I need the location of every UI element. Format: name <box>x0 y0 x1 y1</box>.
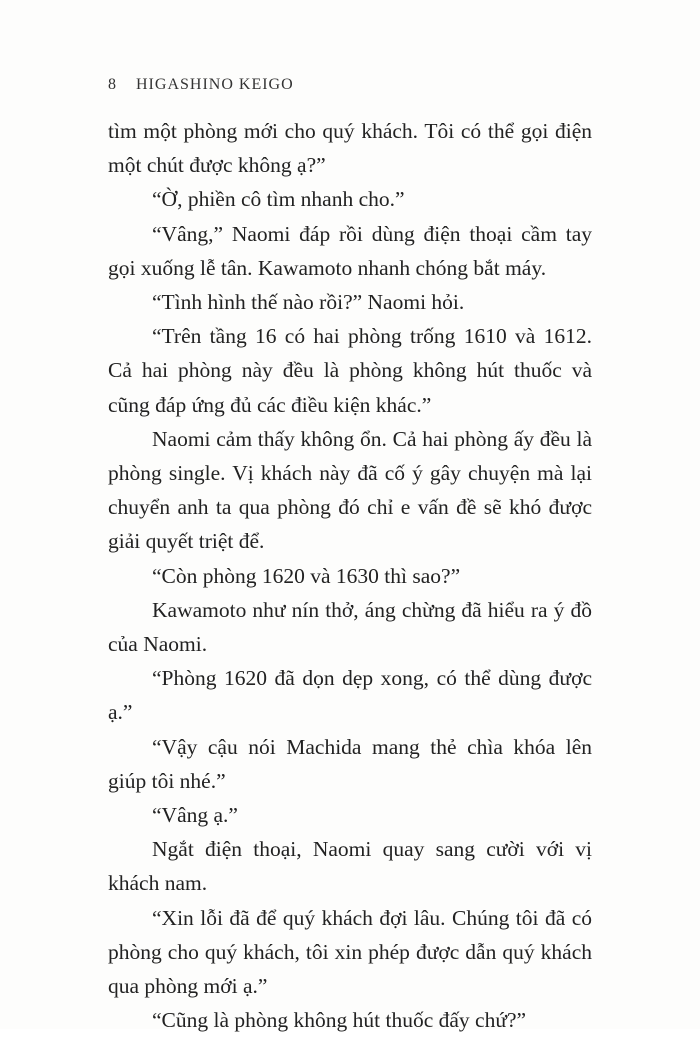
paragraph: “Trên tầng 16 có hai phòng trống 1610 và 1612. Cả hai phòng này đều là phòng không hút thuốc và cũng đáp ứng đủ các điều kiện khác.” <box>108 324 592 417</box>
paragraph: “Xin lỗi đã để quý khách đợi lâu. Chúng tôi đã có phòng cho quý khách, tôi xin phép được dẫn quý khách qua phòng mới ạ.” <box>108 905 592 999</box>
running-header <box>108 76 294 94</box>
page-number: 8 <box>108 76 117 93</box>
paragraph: Naomi cảm thấy không ổn. Cả hai phòng ấy đều là phòng single. Vị khách này đã cố ý gây chuyện mà lại chuyển anh ta qua phòng đó chỉ e vấn đề sẽ khó được giải quyết triệt để. <box>108 426 592 554</box>
author-name: HIGASHINO KEIGO <box>136 76 294 93</box>
paragraph: “Phòng 1620 đã dọn dẹp xong, có thể dùng được ạ.” <box>108 666 592 725</box>
paragraph: “Tình hình thế nào rồi?” Naomi hỏi. <box>152 290 465 315</box>
paragraph: “Còn phòng 1620 và 1630 thì sao?” <box>152 563 461 588</box>
paragraph: “Vâng,” Naomi đáp rồi dùng điện thoại cầm tay gọi xuống lễ tân. Kawamoto nhanh chóng bắt máy. <box>108 221 592 280</box>
paragraph: Ngắt điện thoại, Naomi quay sang cười với vị khách nam. <box>108 837 592 896</box>
paragraph: “Cũng là phòng không hút thuốc đấy chứ?” <box>152 1008 527 1033</box>
paragraph: “Ờ, phiền cô tìm nhanh cho.” <box>152 187 405 212</box>
paragraph: tìm một phòng mới cho quý khách. Tôi có thể gọi điện một chút được không ạ?” <box>108 119 592 178</box>
paragraph: Kawamoto như nín thở, áng chừng đã hiểu ra ý đồ của Naomi. <box>108 597 592 657</box>
body-text <box>108 114 592 1037</box>
paragraph: “Vậy cậu nói Machida mang thẻ chìa khóa lên giúp tôi nhé.” <box>108 734 592 793</box>
paragraph: “Vâng ạ.” <box>152 803 238 828</box>
